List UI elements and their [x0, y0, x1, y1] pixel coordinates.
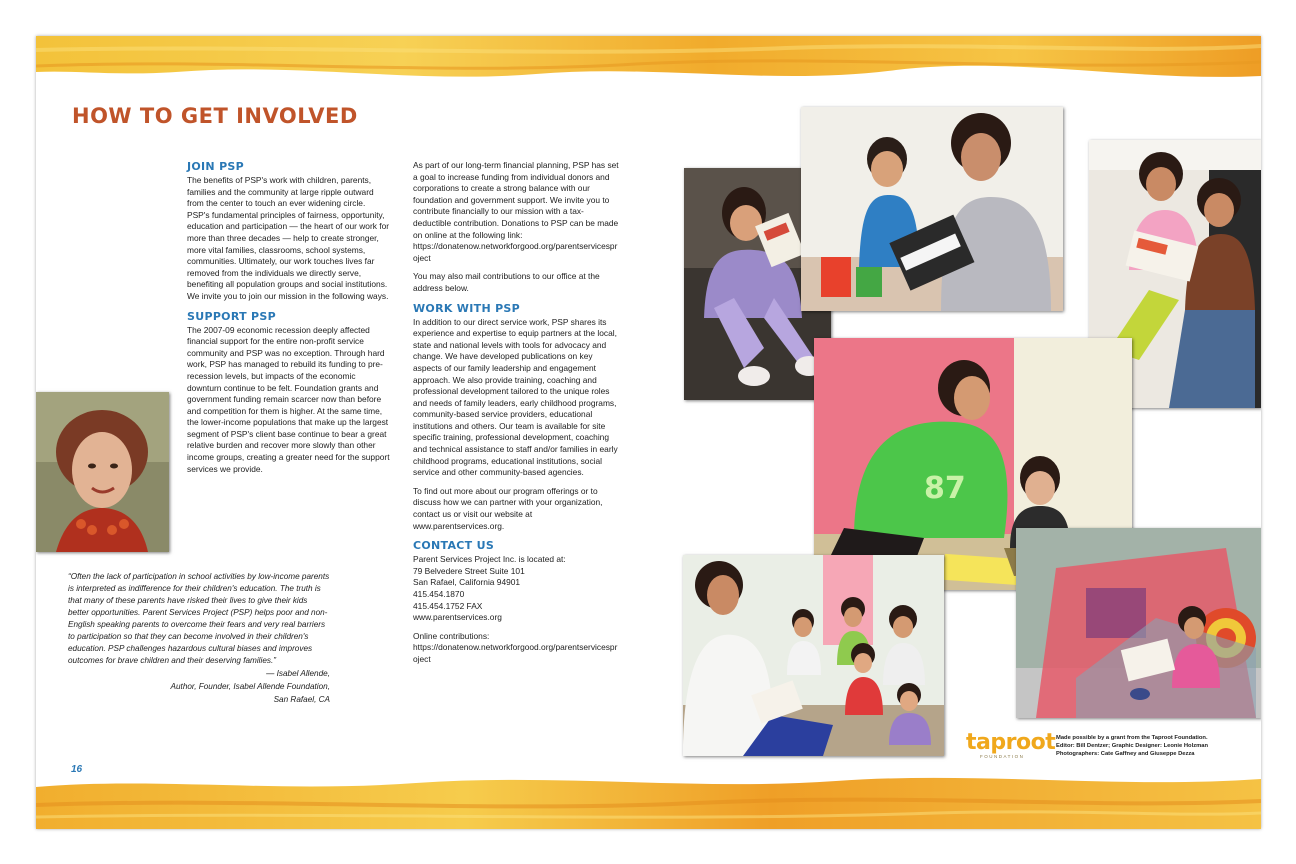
- bottom-decorative-band: [36, 767, 1261, 829]
- contact-address: [413, 554, 620, 624]
- photo-mother-son-reading: [801, 107, 1063, 311]
- page-title: HOW TO GET INVOLVED: [72, 104, 358, 128]
- work-heading: WORK WITH PSP: [413, 301, 521, 315]
- join-heading: JOIN PSP: [187, 160, 245, 173]
- quote-location: San Rafael, CA: [273, 695, 330, 704]
- portrait-photo: [36, 392, 169, 552]
- contact-fax: 415.454.1752 FAX: [413, 600, 483, 611]
- contact-heading: CONTACT US: [413, 539, 495, 553]
- contact-website[interactable]: www.parentservices.org: [413, 612, 502, 623]
- photo-group-story-time: [683, 555, 944, 756]
- credits-block: [1056, 734, 1256, 758]
- svg-text:87: 87: [924, 471, 966, 506]
- financial-paragraph: As part of our long-term financial planning, PSP has set a goal to increase funding from individual donors and corporations to create a strong balance with our foundation and government support. We invite you to contribute financially to our mission with a tax-deductible contribution. Donations to PSP can be made on online at the following link:: [413, 160, 619, 240]
- donation-link[interactable]: https://donatenow.networkforgood.org/parentservicesproject: [413, 241, 618, 263]
- credits-grant: Made possible by a grant from the Taproot Foundation.: [1056, 735, 1208, 741]
- photo-girl-play-tent: [1016, 528, 1261, 718]
- left-text-column: [187, 160, 390, 482]
- credits-photographers: Photographers: Cate Gaffney and Giuseppe Dezza: [1056, 751, 1195, 757]
- quote-role: Author, Founder, Isabel Allende Foundation,: [170, 682, 330, 691]
- brochure-spread: [36, 36, 1261, 829]
- top-decorative-band: [36, 36, 1261, 98]
- online-contributions-link[interactable]: https://donatenow.networkforgood.org/parentservicesproject: [413, 642, 618, 664]
- find-out-paragraph: To find out more about our program offerings or to discuss how we can partner with your organization, contact us or visit our website at www.parentservices.org.: [413, 485, 603, 531]
- page-number: 16: [71, 764, 83, 775]
- support-heading: SUPPORT PSP: [187, 309, 276, 323]
- taproot-subtitle: FOUNDATION: [980, 754, 1025, 759]
- middle-text-column: [413, 160, 620, 673]
- taproot-logo: [966, 730, 1056, 759]
- work-body: In addition to our direct service work, PSP shares its experience and expertise to equip partners at the local, state and national levels with tools for advocacy and change. We have developed publications on key aspects of our family leadership and engagement approach. We also provide training, coaching and professional development tailored to the unique roles and needs of family leaders, early childhood programs, community-based service providers, educational institutions and others. Our team is available for site specific training, professional development, coaching and technical assistance to staff and/or families in early childhood programs, educational institutions, social service and other community-based agencies.: [413, 316, 618, 478]
- online-contributions-label: Online contributions:: [413, 630, 490, 641]
- mail-paragraph: You may also mail contributions to our office at the address below.: [413, 271, 600, 293]
- contact-city: San Rafael, California 94901: [413, 577, 521, 588]
- allende-quote: [68, 571, 330, 706]
- contact-intro: Parent Services Project Inc. is located at:: [413, 554, 566, 565]
- join-body: The benefits of PSP's work with children, parents, families and the community at large ripple outward from the center to touch an ever widening circle. PSP's fundamental principles of fairness, opportunity, education and participation — the heart of our work for more than three decades — help to create stronger, more vital families, classrooms, school systems, communities. Ultimately, our work touches lives far removed from the individuals we directly serve, benefiting all population groups and social institutions. We invite you to join our mission in the following ways.: [187, 175, 390, 301]
- credits-editor: Editor: Bill Dentzer; Graphic Designer: Leonie Holzman: [1056, 743, 1209, 749]
- contact-phone: 415.454.1870: [413, 589, 465, 599]
- support-body: The 2007-09 economic recession deeply affected financial support for the entire non-profit service community and PSP was no exception. Through hard work, PSP has managed to rebuild its funding to pre-recession levels, but impacts of the economic downturn continue to be felt. Foundation grants and government funding remain scarcer now than before and competition for them is higher. At the same time, the lower-income populations that make up the largest segment of PSP's client base continue to bear a great relative burden and recover more slowly than other income groups, creating a greater need for the support services we provide.: [187, 324, 390, 474]
- quote-author: — Isabel Allende,: [266, 669, 330, 678]
- contact-street: 79 Belvedere Street Suite 101: [413, 565, 525, 576]
- quote-text: “Often the lack of participation in school activities by low-income parents is interpreted as indifference for their children's education. The truth is that many of these parents have risked their lives to give their kids better opportunities. Parent Services Project (PSP) helps poor and non-English speaking parents to overcome their fears and very real barriers to participation so that they can become involved in their children's education. PSP challenges hazardous cultural biases and improves outcomes for brave children and their deserving families.”: [68, 572, 330, 665]
- taproot-wordmark: taproot: [966, 730, 1056, 755]
